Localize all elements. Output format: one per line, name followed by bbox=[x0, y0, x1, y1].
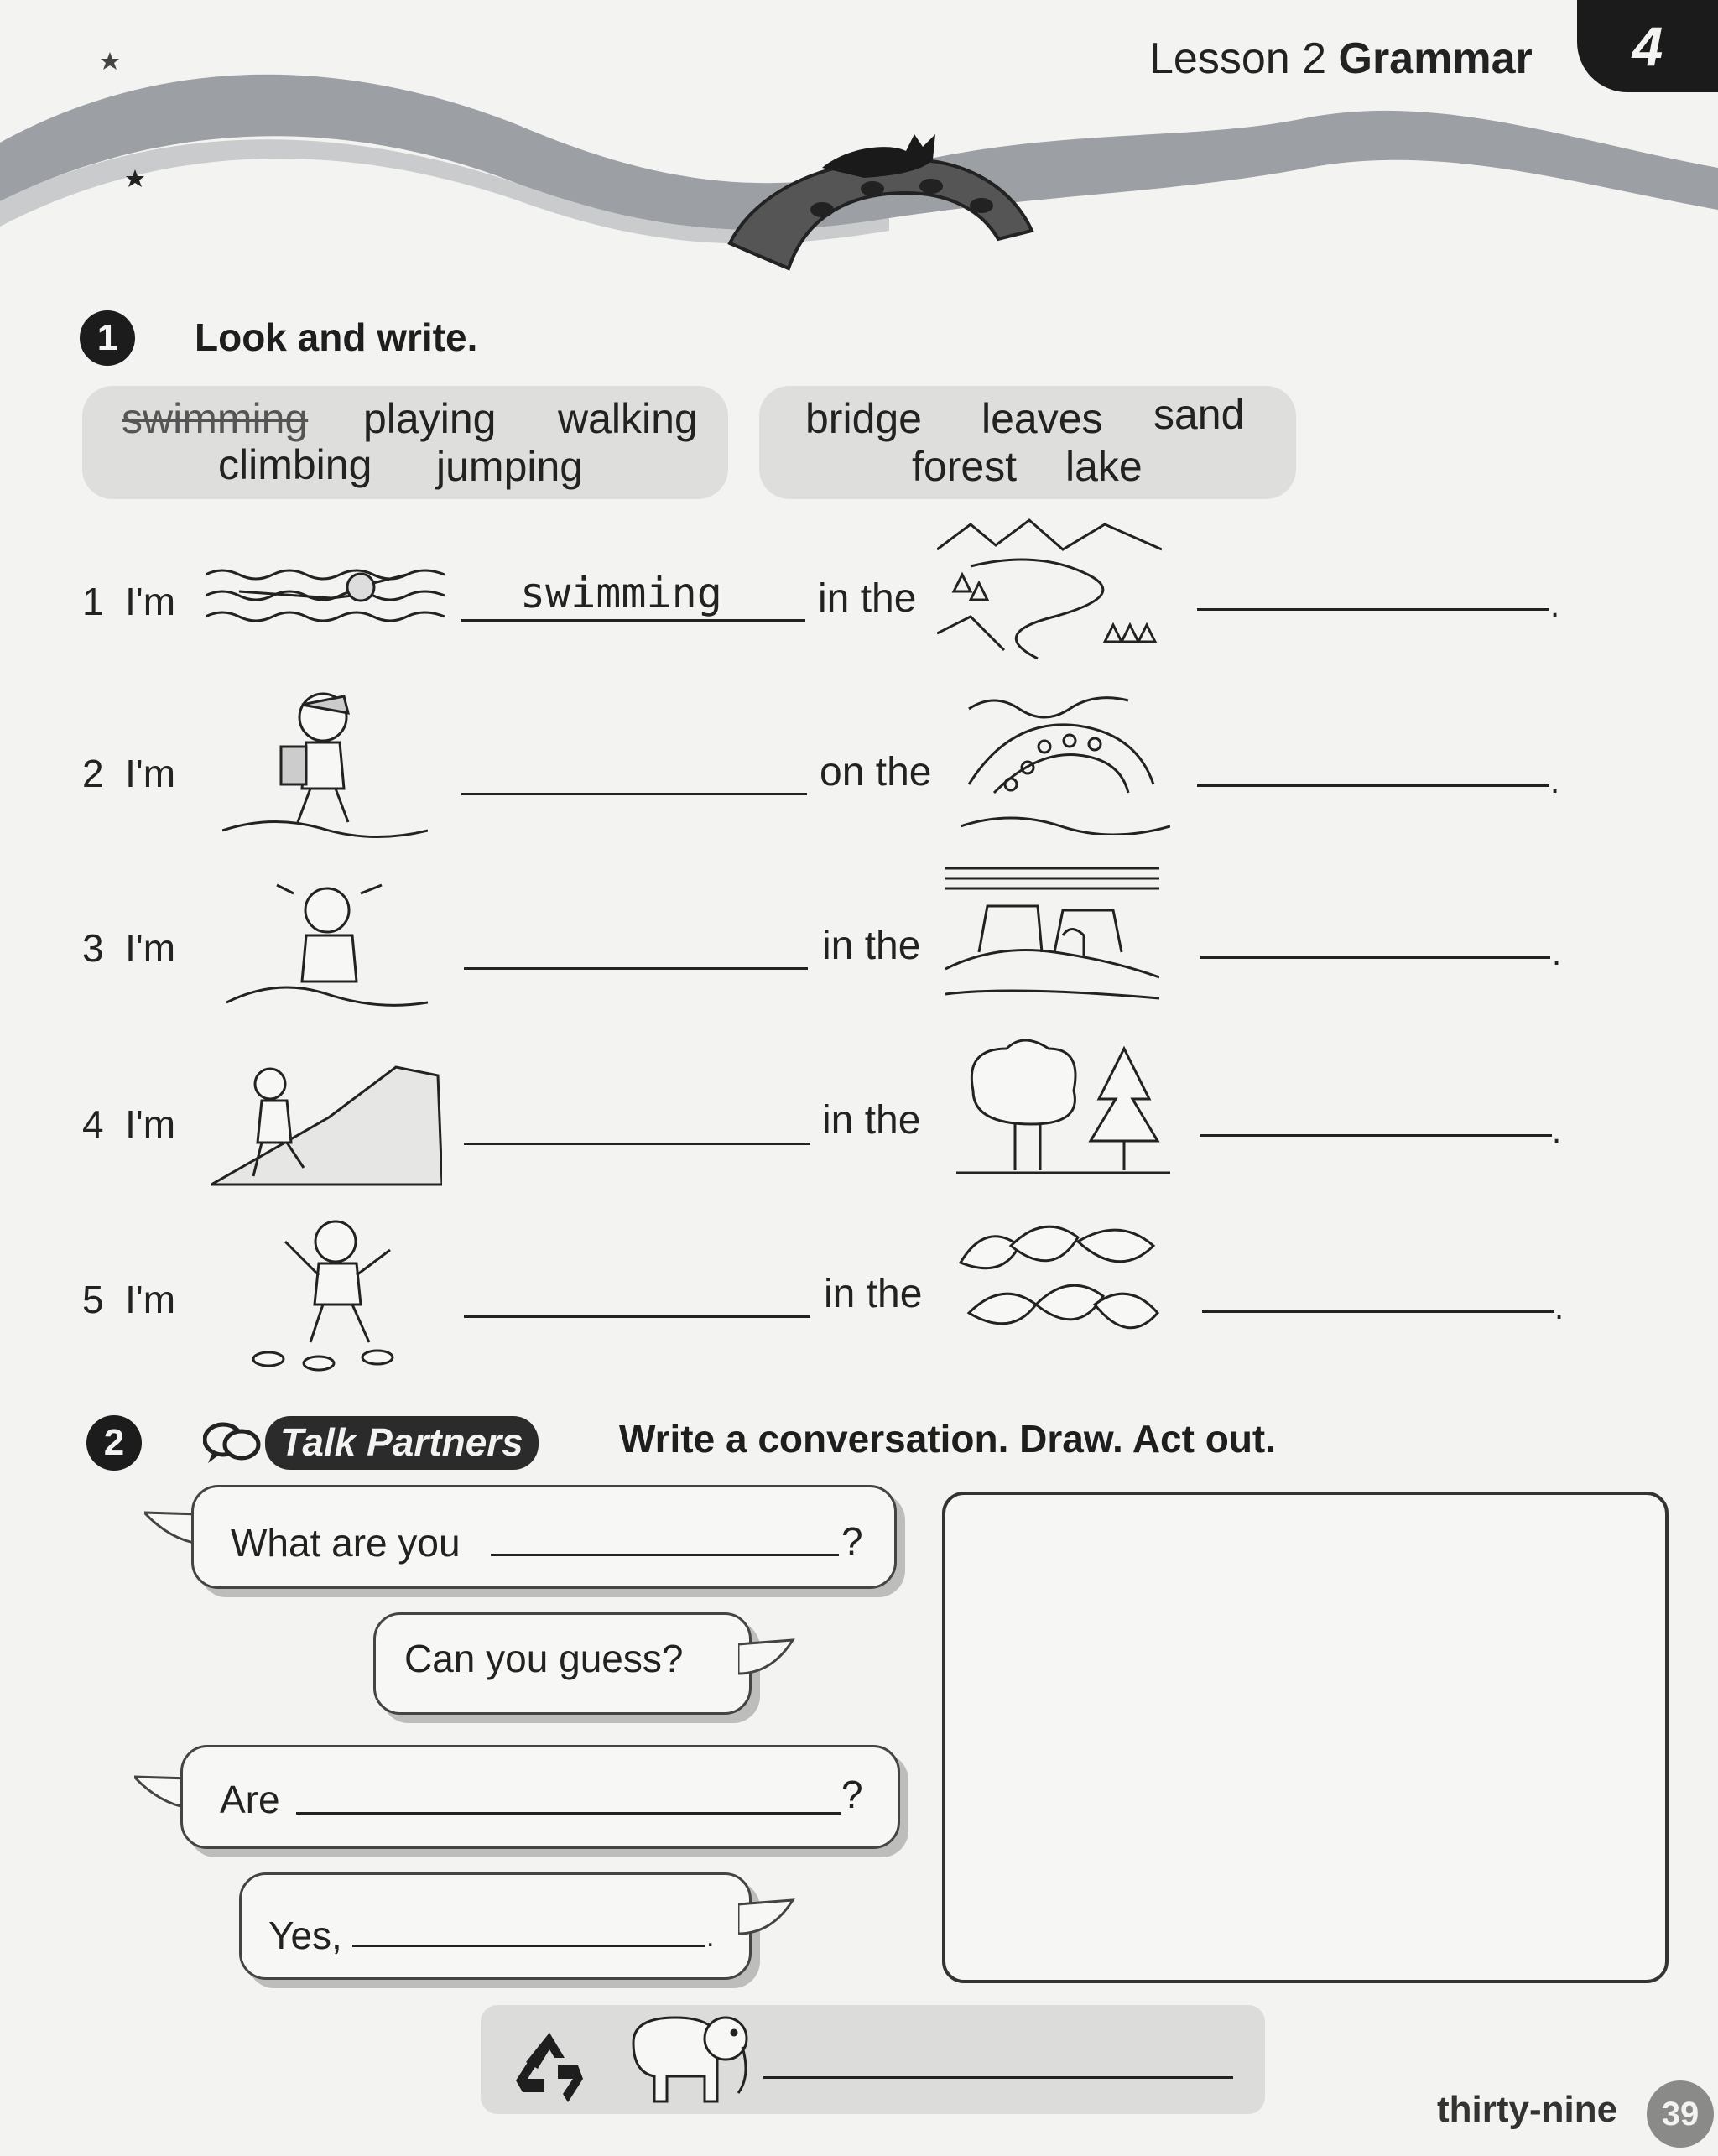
drawing-box[interactable] bbox=[942, 1492, 1669, 1983]
bubble-4-text: Yes, bbox=[268, 1914, 342, 1957]
talk-partners-label: Talk Partners bbox=[265, 1416, 539, 1470]
word-jumping: jumping bbox=[436, 443, 584, 490]
word-leaves: leaves bbox=[981, 395, 1103, 442]
bubble-1-text: What are you bbox=[231, 1521, 461, 1565]
row-3-period: . bbox=[1552, 935, 1562, 972]
page-number-word: thirty-nine bbox=[1437, 2089, 1618, 2130]
row-5-place-blank[interactable] bbox=[1202, 1310, 1554, 1313]
word-climbing: climbing bbox=[218, 441, 372, 488]
footer-answer-blank[interactable] bbox=[763, 2076, 1233, 2079]
row-2-number: 2 I'm bbox=[82, 752, 176, 795]
lesson-label: Lesson 2 bbox=[1149, 34, 1327, 83]
lesson-title bbox=[1149, 34, 1533, 84]
bubble-1-end: ? bbox=[841, 1519, 863, 1563]
speech-bubbles-icon bbox=[203, 1419, 262, 1466]
leaves-picture bbox=[952, 1212, 1162, 1355]
word-sand: sand bbox=[1153, 391, 1245, 438]
row-4-preposition: in the bbox=[822, 1098, 921, 1143]
word-swimming: swimming bbox=[122, 395, 309, 442]
sand-picture bbox=[945, 860, 1159, 1007]
row-5-preposition: in the bbox=[824, 1272, 923, 1316]
bubble-4-tail bbox=[738, 1896, 797, 1946]
bubble-3-end: ? bbox=[841, 1773, 863, 1816]
row-3-place-blank[interactable] bbox=[1200, 956, 1550, 959]
exercise-1-instruction: Look and write. bbox=[195, 315, 478, 359]
elephant-picture bbox=[617, 2009, 763, 2110]
recycle-icon bbox=[508, 2028, 591, 2106]
row-1-number: 1 I'm bbox=[82, 580, 176, 623]
forest-picture bbox=[956, 1032, 1170, 1179]
swimming-picture bbox=[206, 558, 445, 633]
row-3-preposition: in the bbox=[822, 924, 921, 968]
bridge-picture bbox=[961, 684, 1170, 835]
row-2-place-blank[interactable] bbox=[1197, 784, 1549, 787]
footer-band bbox=[481, 2005, 1265, 2114]
row-5-period: . bbox=[1554, 1289, 1564, 1326]
row-1-answer-text: swimming bbox=[520, 569, 722, 617]
row-4-period: . bbox=[1552, 1113, 1562, 1150]
row-1-answer-blank[interactable] bbox=[461, 619, 805, 622]
section-label: Grammar bbox=[1338, 34, 1533, 83]
page-number-badge: 39 bbox=[1647, 2080, 1714, 2148]
row-2-period: . bbox=[1550, 763, 1560, 800]
row-3-answer-blank[interactable] bbox=[464, 967, 808, 970]
bubble-2-text: Can you guess? bbox=[404, 1637, 684, 1680]
climbing-girl-picture bbox=[211, 1059, 442, 1189]
playing-girl-picture bbox=[226, 877, 428, 1015]
word-bridge: bridge bbox=[805, 395, 922, 442]
word-forest: forest bbox=[912, 443, 1018, 490]
unit-tab: 4 bbox=[1577, 0, 1718, 92]
bubble-4-blank[interactable] bbox=[352, 1945, 705, 1947]
bubble-4-end: . bbox=[706, 1921, 715, 1953]
word-lake: lake bbox=[1065, 443, 1143, 490]
row-2-preposition: on the bbox=[820, 750, 932, 794]
bubble-3-text: Are bbox=[220, 1778, 280, 1821]
row-5-number: 5 I'm bbox=[82, 1278, 176, 1321]
exercise-2-instruction: Write a conversation. Draw. Act out. bbox=[619, 1417, 1277, 1461]
exercise-2-number: 2 bbox=[86, 1415, 142, 1471]
row-4-number: 4 I'm bbox=[82, 1102, 176, 1146]
jumping-boy-picture bbox=[243, 1208, 411, 1376]
exercise-1-number: 1 bbox=[80, 310, 135, 366]
row-1-place-blank[interactable] bbox=[1197, 608, 1549, 611]
bubble-1-blank[interactable] bbox=[491, 1554, 839, 1556]
bubble-3-blank[interactable] bbox=[296, 1812, 841, 1815]
row-1-period: . bbox=[1550, 587, 1560, 624]
row-3-number: 3 I'm bbox=[82, 926, 176, 970]
word-playing: playing bbox=[363, 395, 497, 442]
lake-picture bbox=[937, 516, 1162, 667]
walking-boy-picture bbox=[222, 680, 428, 839]
talk-partners-badge bbox=[203, 1416, 539, 1470]
word-walking: walking bbox=[558, 395, 698, 442]
bubble-2-tail bbox=[738, 1636, 797, 1686]
row-1-preposition: in the bbox=[818, 576, 917, 621]
row-4-place-blank[interactable] bbox=[1200, 1134, 1552, 1137]
row-4-answer-blank[interactable] bbox=[464, 1143, 810, 1145]
row-2-answer-blank[interactable] bbox=[461, 793, 807, 795]
bubble-3 bbox=[180, 1745, 900, 1849]
row-5-answer-blank[interactable] bbox=[464, 1315, 810, 1318]
